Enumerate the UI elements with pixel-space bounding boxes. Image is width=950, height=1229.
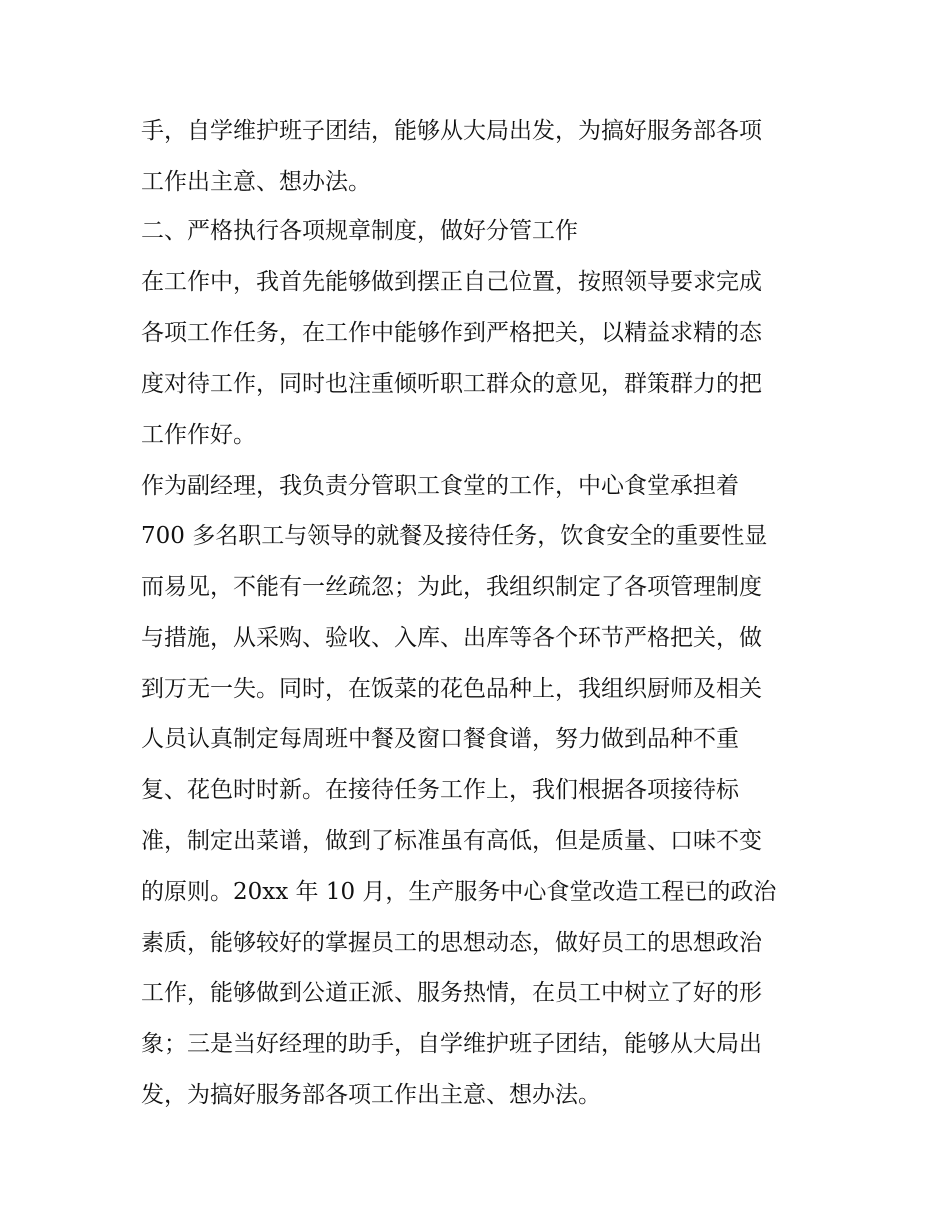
text-line: 工作出主意、想办法。	[141, 169, 371, 195]
text-line: 工作作好。	[141, 422, 256, 448]
text-line: 象；三是当好经理的助手，自学维护班子团结，能够从大局出	[141, 1031, 762, 1057]
text-line: 在工作中，我首先能够做到摆正自己位置，按照领导要求完成	[141, 269, 762, 295]
text-line: 准，制定出菜谱，做到了标准虽有高低，但是质量、口味不变	[141, 828, 762, 854]
text-line: 人员认真制定每周班中餐及窗口餐食谱，努力做到品种不重	[141, 726, 739, 752]
text-line: 而易见，不能有一丝疏忽；为此，我组织制定了各项管理制度	[141, 574, 762, 600]
section-heading: 二、严格执行各项规章制度，做好分管工作	[141, 218, 578, 244]
text-line: 度对待工作，同时也注重倾听职工群众的意见，群策群力的把	[141, 371, 762, 397]
text-line: 到万无一失。同时，在饭菜的花色品种上，我组织厨师及相关	[141, 676, 762, 702]
text-line: 与措施，从采购、验收、入库、出库等各个环节严格把关，做	[141, 625, 762, 651]
text-line: 的原则。20xx 年 10 月，生产服务中心食堂改造工程已的政治	[141, 879, 777, 905]
text-line: 发，为搞好服务部各项工作出主意、想办法。	[141, 1082, 601, 1108]
text-line: 700 多名职工与领导的就餐及接待任务，饮食安全的重要性显	[141, 523, 768, 549]
text-line: 复、花色时时新。在接待任务工作上，我们根据各项接待标	[141, 777, 739, 803]
text-line: 各项工作任务，在工作中能够作到严格把关，以精益求精的态	[141, 320, 762, 346]
text-line: 工作，能够做到公道正派、服务热情，在员工中树立了好的形	[141, 980, 762, 1006]
text-line: 素质，能够较好的掌握员工的思想动态，做好员工的思想政治	[141, 930, 762, 956]
text-line: 手，自学维护班子团结，能够从大局出发，为搞好服务部各项	[141, 118, 762, 144]
text-line: 作为副经理，我负责分管职工食堂的工作，中心食堂承担着	[141, 473, 739, 499]
